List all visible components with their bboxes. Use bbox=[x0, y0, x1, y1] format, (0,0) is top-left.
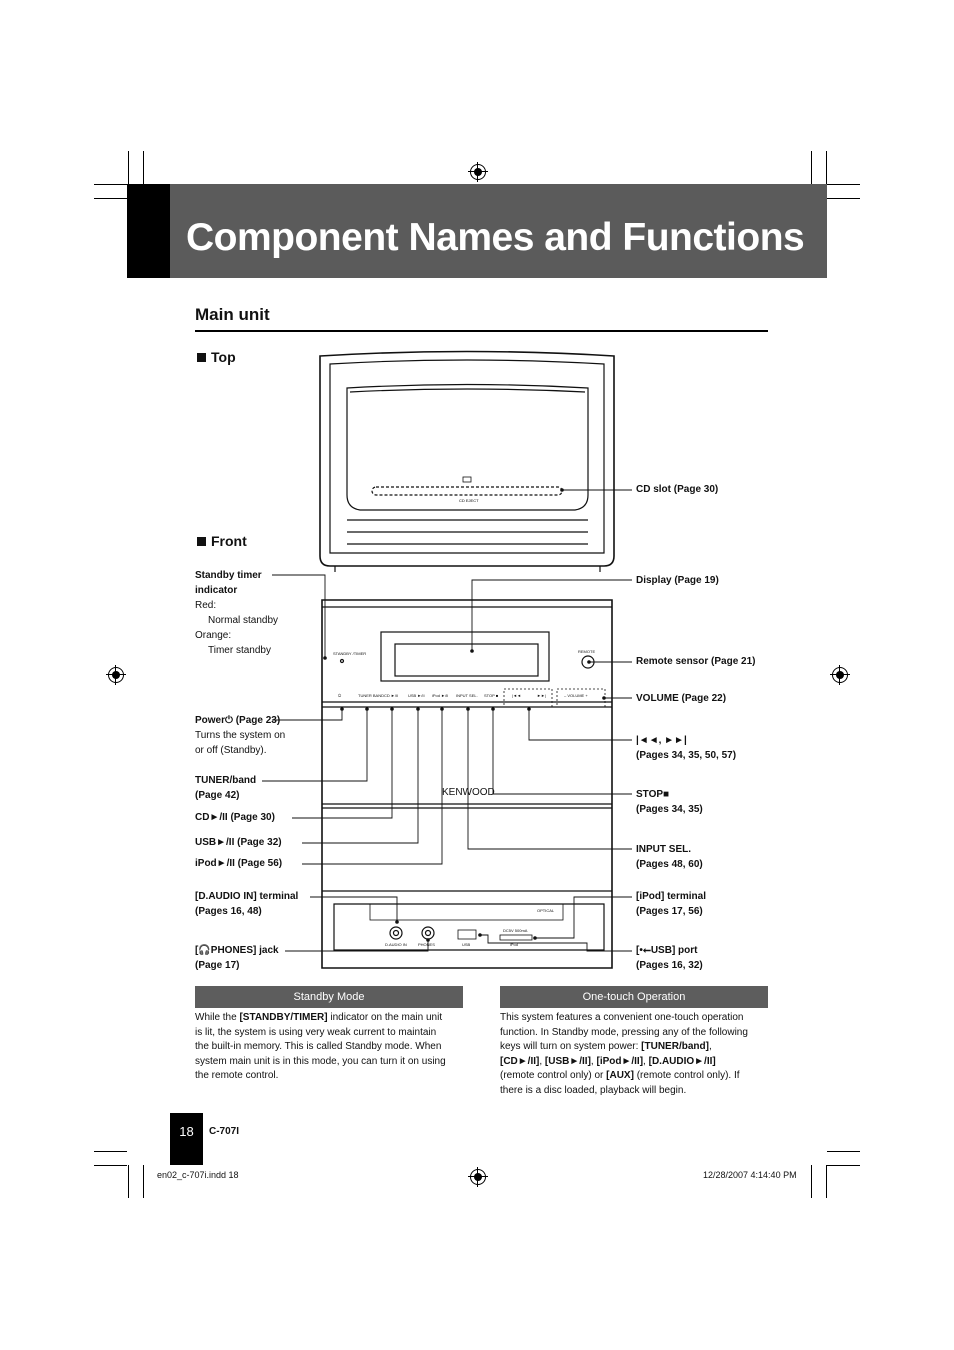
text-run: [D.AUDIO►/II] bbox=[648, 1055, 716, 1067]
text-run: [STANDBY/TIMER] bbox=[239, 1012, 328, 1023]
usb-port-callout bbox=[636, 943, 703, 973]
usb-button-label: USB ►/II bbox=[408, 693, 425, 698]
tuner-button-label: TUNER BAND bbox=[358, 693, 385, 698]
text-run: the remote control. bbox=[195, 1070, 279, 1082]
callout-title: (Pages 16, 48) bbox=[195, 906, 262, 917]
text-run: (remote control only). If bbox=[633, 1070, 740, 1082]
text-run: [AUX] bbox=[606, 1070, 634, 1082]
text-run: system main unit is in this mode, you can turn it on using bbox=[195, 1055, 446, 1067]
callout-title: (Pages 34, 35) bbox=[636, 804, 703, 815]
phones-port-label: PHONES bbox=[418, 942, 435, 947]
callout-text: Red: bbox=[195, 600, 217, 611]
remote-sensor-callout bbox=[636, 654, 756, 669]
text-run: [USB►/II] bbox=[544, 1055, 591, 1067]
callout-title: (Pages 16, 32) bbox=[636, 960, 703, 971]
input-sel-button-label: INPUT SEL. bbox=[456, 693, 478, 698]
text-run: (remote control only) or bbox=[500, 1070, 607, 1082]
text-run: [CD►/II] bbox=[500, 1055, 540, 1067]
text-run: keys will turn on system power: bbox=[500, 1041, 642, 1053]
callout-title: (Pages 34, 35, 50, 57) bbox=[636, 750, 737, 761]
callout-title: Power⏻ (Page 23) bbox=[195, 715, 281, 726]
optical-port-label: OPTICAL bbox=[537, 908, 555, 913]
callout-text: Turns the system on bbox=[195, 730, 286, 741]
usb-callout bbox=[195, 835, 282, 850]
ipod-button-label: iPod ►/II bbox=[432, 693, 449, 698]
volume-callout bbox=[636, 691, 726, 706]
callout-title: TUNER/band bbox=[195, 775, 257, 786]
callout-title: |◄◄, ►►| bbox=[636, 735, 687, 746]
text-run: This system features a convenient one-touch operation bbox=[500, 1012, 744, 1023]
one-touch-heading: One-touch Operation bbox=[500, 986, 768, 1008]
text-run: While the bbox=[195, 1012, 240, 1023]
text-run: there is a disc loaded, playback will begin. bbox=[500, 1084, 687, 1096]
callout-title: (Pages 17, 56) bbox=[636, 906, 703, 917]
page-title: Component Names and Functions bbox=[186, 216, 805, 259]
callout-title: (Pages 48, 60) bbox=[636, 859, 703, 870]
text-run: , bbox=[539, 1055, 545, 1067]
callout-title: Remote sensor (Page 21) bbox=[636, 656, 756, 667]
text-run: , bbox=[708, 1041, 712, 1053]
file-name: en02_c-707i.indd 18 bbox=[157, 1170, 239, 1180]
callout-title: iPod►/II (Page 56) bbox=[195, 858, 283, 869]
one-touch-text bbox=[500, 1011, 765, 1099]
phones-callout bbox=[195, 943, 279, 973]
callout-text: Orange: bbox=[195, 630, 232, 641]
ipod-terminal-callout bbox=[636, 889, 706, 919]
power-button-label: ⏻ bbox=[338, 693, 342, 698]
text-run: , bbox=[590, 1055, 597, 1067]
callout-title: CD slot (Page 30) bbox=[636, 484, 719, 495]
cd-slot-callout bbox=[636, 482, 718, 497]
standby-mode-heading: Standby Mode bbox=[195, 986, 463, 1008]
prev-button-label: |◄◄ bbox=[512, 693, 521, 698]
cd-eject-label: CD EJECT bbox=[459, 498, 479, 503]
cd-button-label: CD ►/II bbox=[384, 693, 399, 698]
callout-title: Display (Page 19) bbox=[636, 575, 719, 586]
callout-text: Timer standby bbox=[208, 645, 271, 656]
power-callout bbox=[195, 713, 285, 758]
callout-title: CD►/II (Page 30) bbox=[195, 812, 275, 823]
callout-title: [D.AUDIO IN] terminal bbox=[195, 891, 299, 902]
text-run: function. In Standby mode, pressing any of the following bbox=[500, 1026, 748, 1038]
callout-title: (Page 42) bbox=[195, 790, 240, 801]
page-number: 18 bbox=[179, 1124, 194, 1139]
daudio-callout bbox=[195, 889, 298, 919]
model-name: C-707I bbox=[209, 1126, 240, 1137]
callout-title: [•⭠USB] port bbox=[636, 945, 698, 956]
standby-mode-text bbox=[195, 1011, 460, 1084]
text-run: the built-in memory. This is called Standby mode. When bbox=[195, 1041, 442, 1053]
callout-title: VOLUME (Page 22) bbox=[636, 693, 727, 704]
standby-indicator-label: STANDBY /TIMER bbox=[333, 651, 367, 656]
callout-title: USB►/II (Page 32) bbox=[195, 837, 282, 848]
page-number-block bbox=[170, 1113, 203, 1165]
volume-button-label: – VOLUME + bbox=[564, 693, 588, 698]
timestamp: 12/28/2007 4:14:40 PM bbox=[703, 1170, 797, 1180]
section-title: Main unit bbox=[195, 305, 270, 324]
callout-title: Standby timer bbox=[195, 570, 262, 581]
standby-indicator-callout bbox=[195, 568, 278, 658]
cd-callout bbox=[195, 810, 275, 825]
callout-text: or off (Standby). bbox=[195, 745, 267, 756]
callout-title: indicator bbox=[195, 585, 238, 596]
display-callout bbox=[636, 573, 719, 588]
audio-in-port-label: D.AUDIO IN bbox=[385, 942, 407, 947]
callout-text: Normal standby bbox=[208, 615, 279, 626]
dc-port-label: DC5V 500mA bbox=[503, 928, 528, 933]
callout-title: (Page 17) bbox=[195, 960, 240, 971]
usb-port-label: USB bbox=[462, 942, 471, 947]
top-view bbox=[320, 352, 614, 573]
callout-title: [🎧PHONES] jack bbox=[195, 945, 279, 956]
next-button-label: ►►| bbox=[537, 693, 546, 698]
callout-title: [iPod] terminal bbox=[636, 891, 707, 902]
text-run: is lit, the system is using very weak current to maintain bbox=[195, 1026, 437, 1038]
text-run: indicator on the main unit bbox=[327, 1012, 443, 1023]
ipod-callout bbox=[195, 856, 282, 871]
text-run: [iPod►/II] bbox=[596, 1055, 644, 1067]
callout-title: INPUT SEL. bbox=[636, 844, 692, 855]
kenwood-logo: KENWOOD bbox=[442, 787, 495, 798]
ipod-port-label: iPod bbox=[510, 942, 519, 947]
stop-button-label: STOP ■ bbox=[484, 693, 499, 698]
stop-callout bbox=[636, 787, 703, 817]
input-sel-callout bbox=[636, 842, 703, 872]
front-heading-text: Front bbox=[211, 533, 247, 549]
text-run: , bbox=[643, 1055, 649, 1067]
callout-title: STOP■ bbox=[636, 789, 670, 800]
top-heading-text: Top bbox=[211, 349, 236, 365]
tuner-callout bbox=[195, 773, 256, 803]
remote-sensor-label: REMOTE bbox=[578, 649, 596, 654]
skip-callout bbox=[636, 733, 736, 763]
text-run: [TUNER/band] bbox=[641, 1041, 709, 1053]
